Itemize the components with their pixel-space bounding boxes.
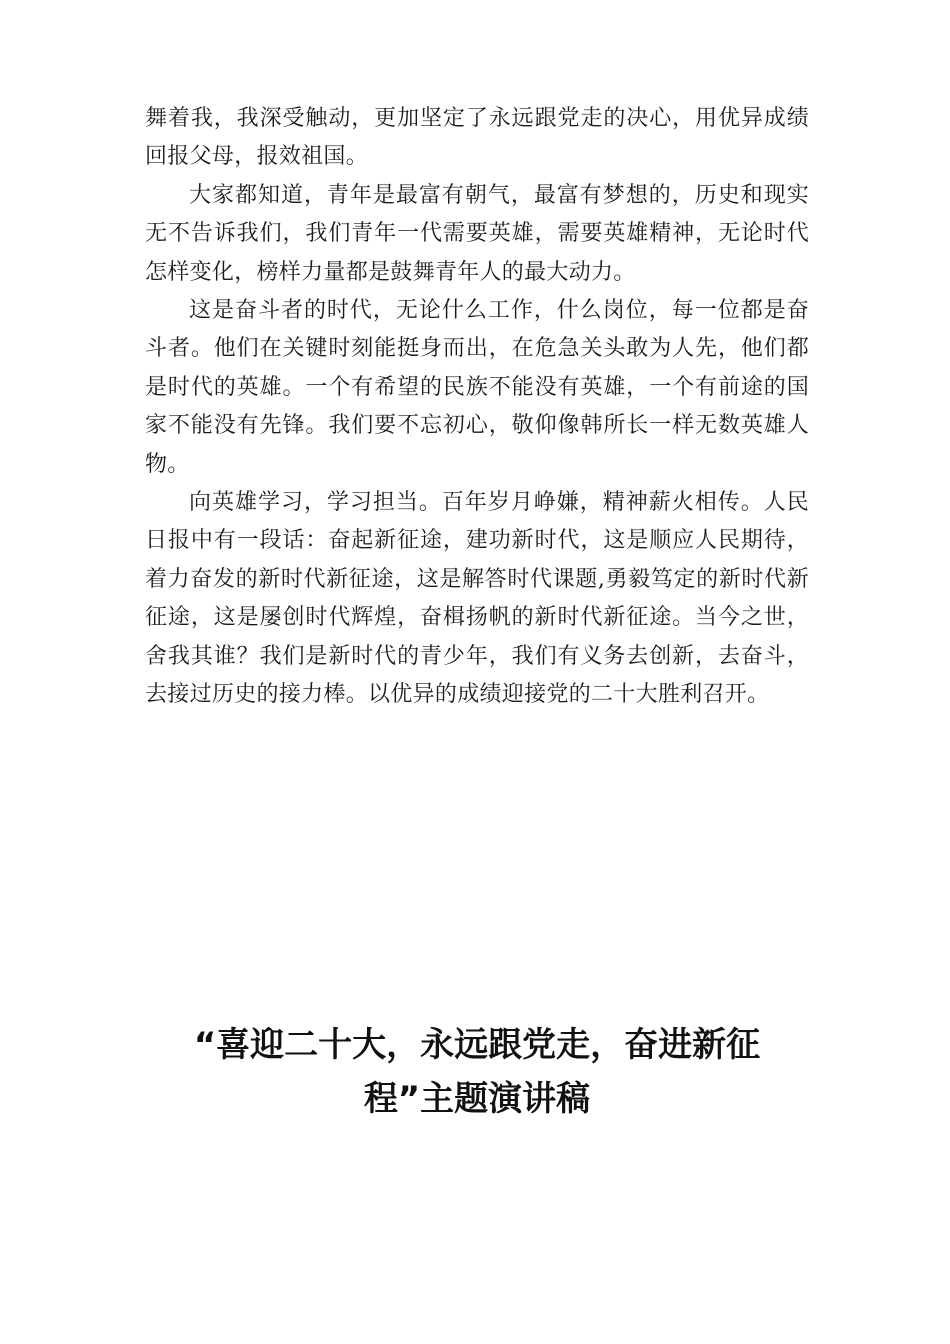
- speech-title: [145, 1018, 809, 1126]
- paragraph-4: 向英雄学习，学习担当。百年岁月峥嫌，精神薪火相传。人民日报中有一段话：奋起新征途，建功新时代，这是顺应人民期待，着力奋发的新时代新征途，这是解答时代课题,勇毅笃定的新时代新征途，这是屡创时代辉煌，奋楫扬帆的新时代新征途。当今之世，舍我其谁？我们是新时代的青少年，我们有义务去创新，去奋斗，去接过历史的接力棒。以优异的成绩迎接党的二十大胜利召开。: [145, 490, 809, 708]
- paragraph-2: 大家都知道，青年是最富有朝气，最富有梦想的，历史和现实无不告诉我们，我们青年一代需要英雄，需要英雄精神，无论时代怎样变化，榜样力量都是鼓舞青年人的最大动力。: [145, 182, 809, 285]
- paragraph-1: 舞着我，我深受触动，更加坚定了永远跟党走的决心，用优异成绩回报父母，报效祖国。: [145, 106, 809, 170]
- speech-title-line-2: 程”主题演讲稿: [363, 1079, 591, 1119]
- body-text: [145, 100, 809, 715]
- speech-title-line-1: “喜迎二十大，永远跟党走，奋进新征: [193, 1025, 761, 1065]
- paragraph-3: 这是奋斗者的时代，无论什么工作，什么岗位，每一位都是奋斗者。他们在关键时刻能挺身而出，在危急关头敢为人先，他们都是时代的英雄。一个有希望的民族不能没有英雄，一个有前途的国家不能没有先锋。我们要不忘初心，敬仰像韩所长一样无数英雄人物。: [145, 298, 809, 477]
